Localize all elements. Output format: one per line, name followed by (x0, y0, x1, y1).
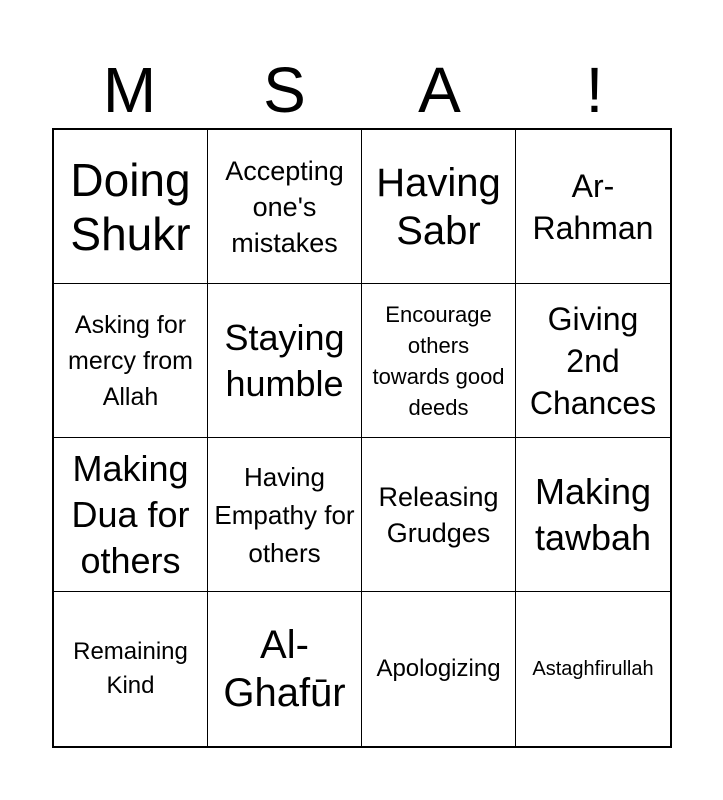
bingo-cell[interactable] (516, 284, 670, 438)
cell-label: Encourage others towards good deeds (372, 301, 505, 420)
cell-label: Releasing Grudges (378, 481, 499, 548)
cell-label: Astaghfirullah (532, 658, 654, 680)
bingo-cell[interactable] (54, 130, 208, 284)
cell-label: Making tawbah (534, 470, 652, 558)
header-letter-a: A (418, 54, 461, 126)
bingo-cell[interactable] (54, 592, 208, 746)
bingo-cell[interactable] (362, 130, 516, 284)
cell-label: Apologizing (376, 655, 501, 682)
cell-label: Staying humble (224, 316, 345, 404)
bingo-cell[interactable] (362, 438, 516, 592)
cell-label: Accepting one's mistakes (225, 155, 344, 258)
header-letter-exclamation: ! (585, 54, 604, 126)
cell-label: Ar-Rahman (532, 167, 654, 246)
bingo-cell[interactable] (516, 592, 670, 746)
cell-label: Making Dua for others (71, 447, 190, 581)
bingo-grid (52, 128, 672, 748)
bingo-cell[interactable] (54, 438, 208, 592)
bingo-cell[interactable] (208, 592, 362, 746)
cell-label: Al-Ghafūr (223, 623, 346, 715)
cell-label: Asking for mercy from Allah (68, 310, 193, 411)
bingo-cell[interactable] (54, 284, 208, 438)
cell-label: Doing Shukr (70, 153, 191, 260)
cell-label: Remaining Kind (73, 638, 188, 699)
bingo-cell[interactable] (362, 284, 516, 438)
bingo-cell[interactable] (208, 284, 362, 438)
cell-label: Having Empathy for others (214, 461, 355, 568)
header-letter-m: M (102, 54, 157, 126)
bingo-cell[interactable] (516, 438, 670, 592)
bingo-cell[interactable] (208, 130, 362, 284)
cell-label: Giving 2nd Chances (529, 300, 657, 421)
header-letter-s: S (263, 54, 306, 126)
bingo-cell[interactable] (362, 592, 516, 746)
bingo-cell[interactable] (516, 130, 670, 284)
bingo-header (52, 52, 672, 128)
cell-label: Having Sabr (376, 160, 501, 253)
bingo-cell[interactable] (208, 438, 362, 592)
